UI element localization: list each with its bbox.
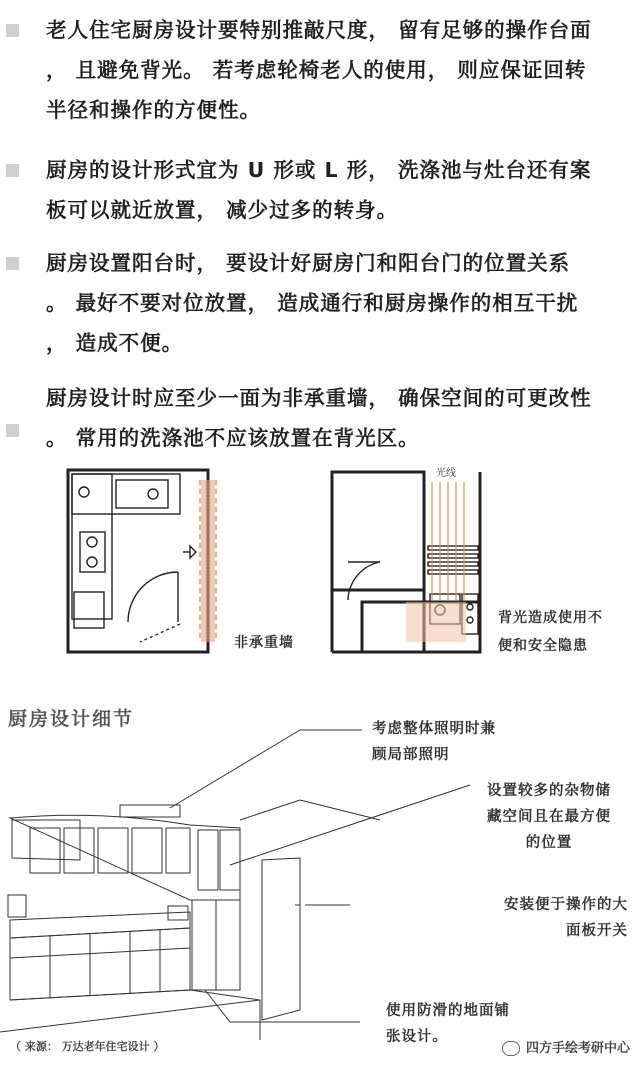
bullet-text: 厨房设置阳台时， 要设计好厨房门和阳台门的位置关系 。 最好不要对位放置， 造成通行和厨房操作的相互干扰 ， 造成不便。 — [46, 251, 579, 355]
backlit-zone — [406, 602, 466, 642]
bullet-text: 厨房的设计形式宜为 U 形或 L 形， 洗涤池与灶台还有案 板可以就近放置， 减少过多的转身。 — [46, 158, 592, 222]
source-note: （ 来源： 万达老年住宅设计 ） — [10, 1040, 165, 1053]
annotation-switch: 安装便于操作的大 面板开关 — [504, 897, 628, 939]
bullet-text: 老人住宅厨房设计要特别推敲尺度， 留有足够的操作台面 ， 且避免背光。 若考虑轮椅老人的使用， 则应保证回转 半径和操作的方便性。 — [46, 18, 592, 122]
light-label: 光线 — [436, 468, 456, 479]
kitchen-detail-sketch — [0, 700, 640, 1073]
bullet-square-icon — [6, 257, 19, 270]
bullet-square-icon — [6, 164, 19, 177]
kitchen-floor-plans — [0, 462, 640, 672]
bullet-text: 厨房设计时应至少一面为非承重墙， 确保空间的可更改性 。 常用的洗涤池不应该放置在背光区。 — [46, 386, 592, 450]
wechat-icon — [502, 1041, 520, 1056]
kitchen-perspective-drawing — [0, 700, 640, 1073]
light-rays — [432, 482, 464, 600]
annotation-storage: 设置较多的杂物储 藏空间且在最方便 的位置 — [487, 783, 611, 851]
brand-watermark: 四方手绘考研中心 — [502, 1037, 630, 1056]
annotation-floor: 使用防滑的地面铺 张设计。 — [386, 1003, 510, 1045]
sketch-title: 厨房设计细节 — [8, 708, 135, 730]
bullet-square-icon — [6, 424, 19, 437]
bullet-square-icon — [6, 24, 19, 37]
backlight-warning-label-line2: 便和安全隐患 — [498, 638, 588, 654]
annotation-lighting: 考虑整体照明时兼 顾局部照明 — [372, 721, 496, 763]
left-floor-plan — [68, 470, 216, 652]
backlight-warning-label-line1: 背光造成使用不 — [498, 610, 603, 626]
non-load-bearing-wall-label: 非承重墙 — [234, 635, 294, 651]
